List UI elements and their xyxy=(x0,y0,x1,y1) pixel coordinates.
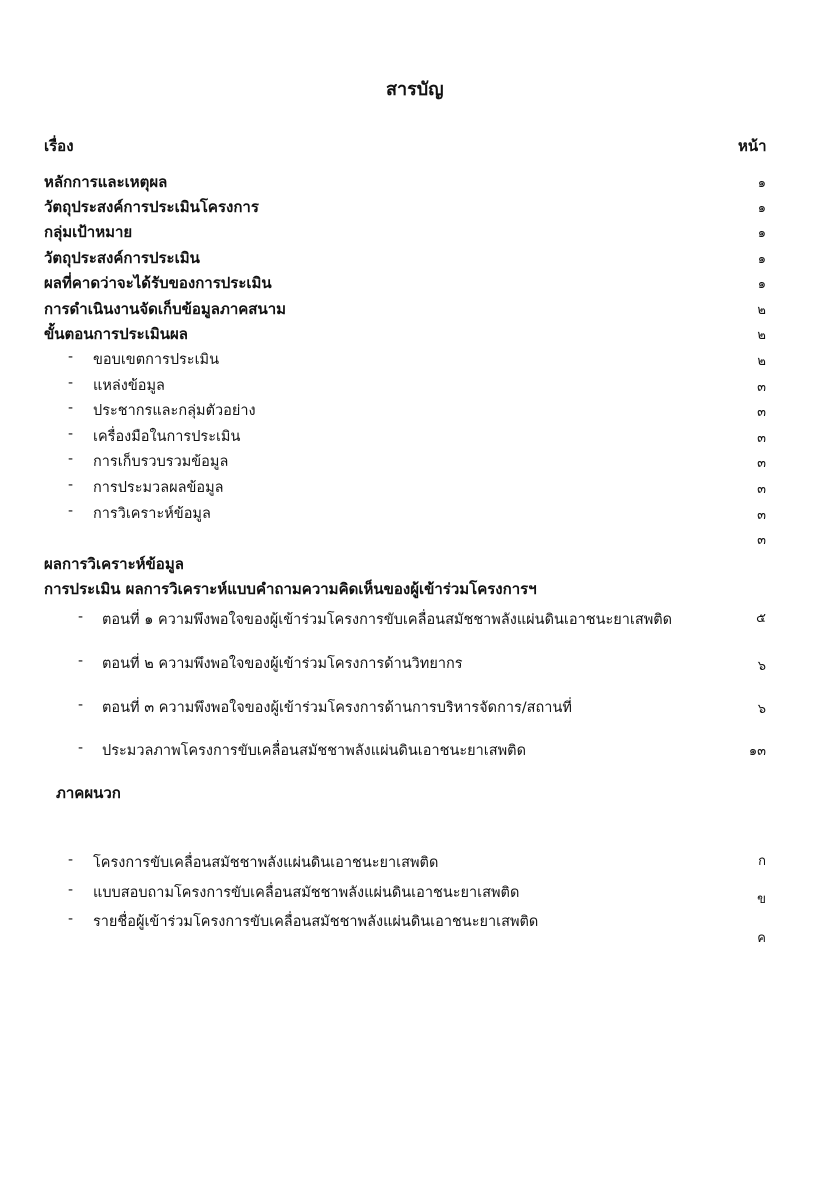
toc-page-number: ๑ xyxy=(757,277,766,292)
toc-entry: วัตถุประสงค์การประเมินโครงการ xyxy=(44,198,259,216)
toc-entry: กลุ่มเป้าหมาย xyxy=(44,223,133,241)
section-subheading: การประเมิน ผลการวิเคราะห์แบบคำถามความคิดเห็นของผู้เข้าร่วมโครงการฯ xyxy=(44,580,537,598)
bullet-dash: - xyxy=(68,882,74,898)
toc-page-number: ๑๓ xyxy=(748,744,766,759)
toc-page-number: ก xyxy=(758,854,766,869)
toc-subentry: ตอนที่ ๑ ความพึงพอใจของผู้เข้าร่วมโครงการขับเคลื่อนสมัชชาพลังแผ่นดินเอาชนะยาเสพติด xyxy=(102,612,673,628)
toc-page-number: ๓ xyxy=(757,482,766,497)
toc-page-number: ข xyxy=(757,892,766,907)
toc-entry: ขั้นตอนการประเมินผล xyxy=(44,325,188,343)
appendix-item: รายชื่อผู้เข้าร่วมโครงการขับเคลื่อนสมัชชาพลังแผ่นดินเอาชนะยาเสพติด xyxy=(93,914,539,930)
toc-subentry: ตอนที่ ๒ ความพึงพอใจของผู้เข้าร่วมโครงการด้านวิทยากร xyxy=(102,656,463,672)
toc-page-number: ๒ xyxy=(757,328,766,343)
toc-subentry: เครื่องมือในการประเมิน xyxy=(93,429,241,445)
toc-page-number: ๒ xyxy=(757,303,766,318)
bullet-dash: - xyxy=(78,609,84,625)
toc-subentry: การเก็บรวบรวมข้อมูล xyxy=(93,454,229,470)
toc-entry: ผลที่คาดว่าจะได้รับของการประเมิน xyxy=(44,274,272,292)
toc-page-number: ๖ xyxy=(757,659,766,674)
toc-subentry: ตอนที่ ๓ ความพึงพอใจของผู้เข้าร่วมโครงการด้านการบริหารจัดการ/สถานที่ xyxy=(102,700,572,716)
bullet-dash: - xyxy=(78,740,84,756)
toc-entry: การดำเนินงานจัดเก็บข้อมูลภาคสนาม xyxy=(44,300,287,318)
toc-subentry: การประมวลผลข้อมูล xyxy=(93,480,224,496)
toc-entry: หลักการและเหตุผล xyxy=(44,173,168,191)
bullet-dash: - xyxy=(68,911,74,927)
toc-page-number: ๓ xyxy=(757,380,766,395)
toc-page-number: ๑ xyxy=(757,226,766,241)
toc-subentry: แหล่งข้อมูล xyxy=(93,378,165,394)
toc-subentry: ประมวลภาพโครงการขับเคลื่อนสมัชชาพลังแผ่นดินเอาชนะยาเสพติด xyxy=(102,743,526,759)
toc-page-number: ๑ xyxy=(757,176,766,191)
bullet-dash: - xyxy=(68,349,74,365)
bullet-dash: - xyxy=(78,697,84,713)
toc-page-number: ๓ xyxy=(757,533,766,548)
toc-page-number: ๓ xyxy=(757,431,766,446)
appendix-item: โครงการขับเคลื่อนสมัชชาพลังแผ่นดินเอาชนะยาเสพติด xyxy=(93,855,439,871)
toc-subentry: ขอบเขตการประเมิน xyxy=(93,352,220,368)
appendix-heading: ภาคผนวก xyxy=(56,784,121,802)
appendix-item: แบบสอบถามโครงการขับเคลื่อนสมัชชาพลังแผ่นดินเอาชนะยาเสพติด xyxy=(93,885,520,901)
bullet-dash: - xyxy=(68,852,74,868)
bullet-dash: - xyxy=(68,503,74,519)
toc-page-number: ๖ xyxy=(757,702,766,717)
toc-page-number: ๓ xyxy=(757,508,766,523)
bullet-dash: - xyxy=(68,451,74,467)
page-title: สารบัญ xyxy=(386,79,444,100)
bullet-dash: - xyxy=(68,426,74,442)
column-header-subject: เรื่อง xyxy=(44,137,74,155)
toc-subentry: ประชากรและกลุ่มตัวอย่าง xyxy=(93,403,256,419)
bullet-dash: - xyxy=(78,653,84,669)
section-heading: ผลการวิเคราะห์ข้อมูล xyxy=(44,555,184,573)
toc-page-number: ๓ xyxy=(757,405,766,420)
bullet-dash: - xyxy=(68,477,74,493)
column-header-page: หน้า xyxy=(738,137,767,155)
toc-entry: วัตถุประสงค์การประเมิน xyxy=(44,249,200,267)
toc-subentry: การวิเคราะห์ข้อมูล xyxy=(93,506,211,522)
toc-page-number: ๑ xyxy=(757,201,766,216)
toc-page-number: ๕ xyxy=(756,611,766,626)
bullet-dash: - xyxy=(68,400,74,416)
toc-page-number: ค xyxy=(757,931,766,946)
toc-page-number: ๑ xyxy=(757,252,766,267)
toc-page-number: ๒ xyxy=(757,354,766,369)
bullet-dash: - xyxy=(68,375,74,391)
toc-page-number: ๓ xyxy=(757,456,766,471)
